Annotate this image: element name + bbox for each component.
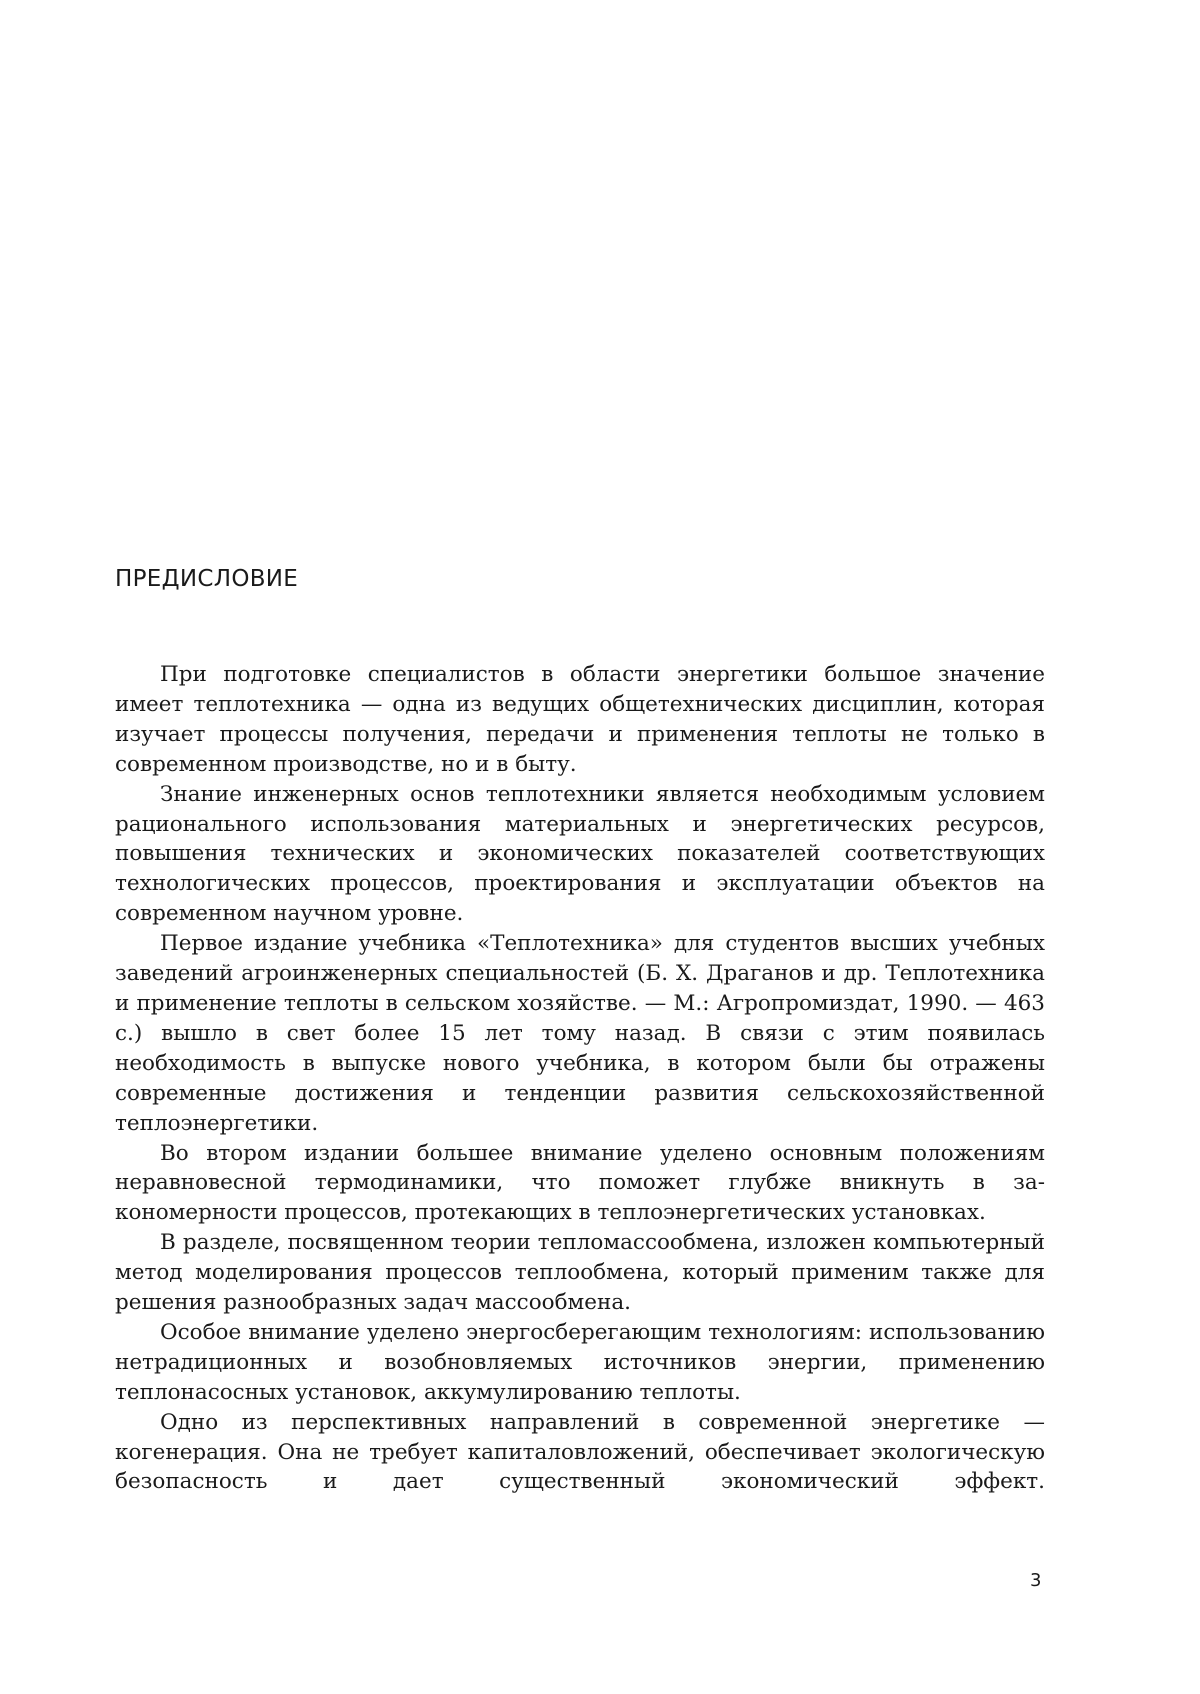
paragraph: Первое издание учебника «Теплотехника» для студентов высших учебных заведений агроинженерных специальностей (Б. Х. Драганов и др. Теплотехника и применение теплоты в сельском хозяйстве. — М.: Агропромиздат, 1990. — 463 с.) вышло в свет более 15 лет тому назад. В связи с этим появилась необходимость в выпуске нового учебника, в котором были бы отражены современные достижения и тенденции развития сельскохозяйственной теплоэнергетики. <box>115 931 1045 1136</box>
page-number: 3 <box>1030 1570 1042 1591</box>
paragraph: В разделе, посвященном теории тепломассообмена, изложен компьютерный метод моделирования процессов теплообмена, который применим также для решения разнообразных задач массообмена. <box>115 1230 1045 1316</box>
paragraph: Особое внимание уделено энергосберегающим технологиям: использованию нетрадиционных и возобновляемых источников энергии, применению теплонасосных установок, аккумулированию теплоты. <box>115 1319 1045 1405</box>
paragraph: Одно из перспективных направлений в современной энергетике — когенерация. Она не требует капиталовложений, обеспечивает экологическую безопасность и дает существенный экономический эффект. <box>115 1409 1045 1495</box>
chapter-heading: ПРЕДИСЛОВИЕ <box>115 566 299 592</box>
paragraph: Знание инженерных основ теплотехники является необходимым условием рационального использования материальных и энергетических ресурсов, повышения технических и экономических показателей соответствующих технологических процессов, проектирования и эксплуатации объектов на современном научном уровне. <box>115 781 1045 927</box>
preface-body <box>115 660 1045 1497</box>
paragraph: Во втором издании большее внимание уделено основным положениям неравновесной термодинамики, что поможет глубже вникнуть в закономерности процессов, протекающих в теплоэнергетических установках. <box>115 1140 1045 1226</box>
paragraph: При подготовке специалистов в области энергетики большое значение имеет теплотехника — одна из ведущих общетехнических дисциплин, которая изучает процессы получения, передачи и применения теплоты не только в современном производстве, но и в быту. <box>115 662 1045 777</box>
